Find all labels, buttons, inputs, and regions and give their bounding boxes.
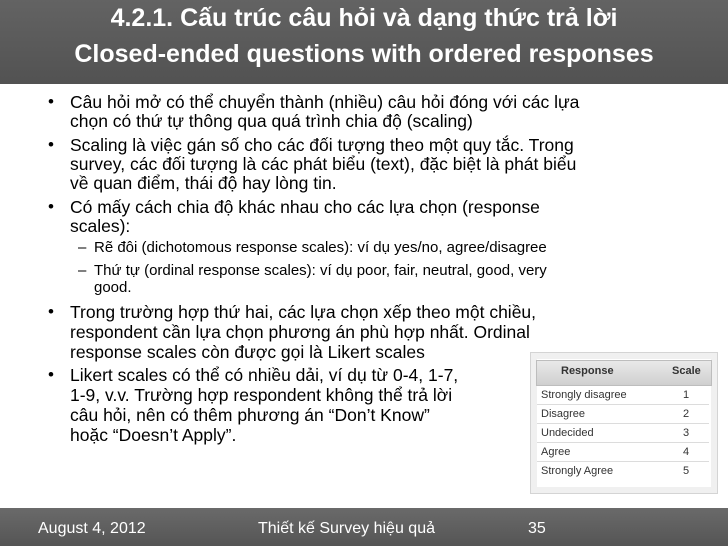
likert-scale-table [530, 352, 718, 494]
footer-date: August 4, 2012 [38, 520, 146, 537]
table-row [537, 426, 709, 442]
slide-title-line-2: Closed-ended questions with ordered responses [74, 40, 654, 68]
table-row [537, 407, 709, 423]
bullet-3-line-2: scales): [70, 216, 131, 236]
row-divider [537, 442, 709, 443]
bullet-1-line-2: chọn có thứ tự thông qua quá trình chia độ (scaling) [70, 111, 473, 131]
row-divider [537, 461, 709, 462]
sub-bullet-1-line-1: Rẽ đôi (dichotomous response scales): ví dụ yes/no, agree/disagree [94, 239, 547, 256]
row-divider [537, 404, 709, 405]
row-scale: 1 [683, 389, 690, 401]
bullet-5-line-2: 1-9, v.v. Trường hợp respondent không thể trả lời [70, 385, 453, 405]
bullet-2-line-1: Scaling là việc gán số cho các đối tượng theo một quy tắc. Trong [70, 135, 574, 155]
bullet-marker: • [48, 302, 54, 321]
table-row [537, 464, 709, 480]
row-response: Strongly Agree [541, 465, 614, 477]
row-response: Agree [541, 446, 571, 458]
bullet-marker: • [48, 135, 54, 154]
sub-bullet-2-line-1: Thứ tự (ordinal response scales): ví dụ poor, fair, neutral, good, very [94, 262, 547, 279]
bullet-2-line-3: về quan điểm, thái độ hay lòng tin. [70, 173, 337, 193]
table-row [537, 388, 709, 404]
row-scale: 2 [683, 408, 690, 420]
row-scale: 5 [683, 465, 690, 477]
bullet-3-line-1: Có mấy cách chia độ khác nhau cho các lựa chọn (response [70, 197, 540, 217]
bullet-4-line-1: Trong trường hợp thứ hai, các lựa chọn xếp theo một chiều, [70, 302, 537, 322]
row-response: Disagree [541, 408, 586, 420]
row-scale: 4 [683, 446, 690, 458]
title-bar [0, 0, 728, 84]
footer-bar [0, 508, 728, 546]
header-scale: Scale [672, 365, 701, 377]
bullet-marker: • [48, 365, 54, 384]
table-row [537, 445, 709, 461]
bullet-marker: • [48, 92, 54, 111]
row-response: Undecided [541, 427, 594, 439]
row-response: Strongly disagree [541, 389, 627, 401]
bullet-4-line-3: response scales còn được gọi là Likert scales [70, 342, 425, 362]
row-divider [537, 423, 709, 424]
bullet-5-line-3: câu hỏi, nên có thêm phương án “Don’t Know” [70, 405, 430, 425]
slide-content [0, 84, 728, 508]
table-header [536, 360, 712, 386]
footer-title: Thiết kế Survey hiệu quả [258, 520, 435, 537]
bullet-1-line-1: Câu hỏi mở có thể chuyển thành (nhiều) câu hỏi đóng với các lựa [70, 92, 580, 112]
slide-title-line-1: 4.2.1. Cấu trúc câu hỏi và dạng thức trả lời [110, 4, 618, 32]
header-response: Response [561, 365, 614, 377]
page-number: 35 [528, 520, 546, 537]
sub-bullet-marker: – [78, 239, 87, 256]
bullet-4-line-2: respondent cần lựa chọn phương án phù hợp nhất. Ordinal [70, 322, 530, 342]
bullet-2-line-2: survey, các đối tượng là các phát biểu (text), đặc biệt là phát biểu [70, 154, 577, 174]
bullet-5-line-4: hoặc “Doesn’t Apply”. [70, 425, 237, 445]
bullet-marker: • [48, 197, 54, 216]
sub-bullet-2-line-2: good. [94, 279, 132, 296]
sub-bullet-marker: – [78, 262, 87, 279]
bullet-5-line-1: Likert scales có thể có nhiều dải, ví dụ từ 0-4, 1-7, [70, 365, 459, 385]
row-scale: 3 [683, 427, 690, 439]
